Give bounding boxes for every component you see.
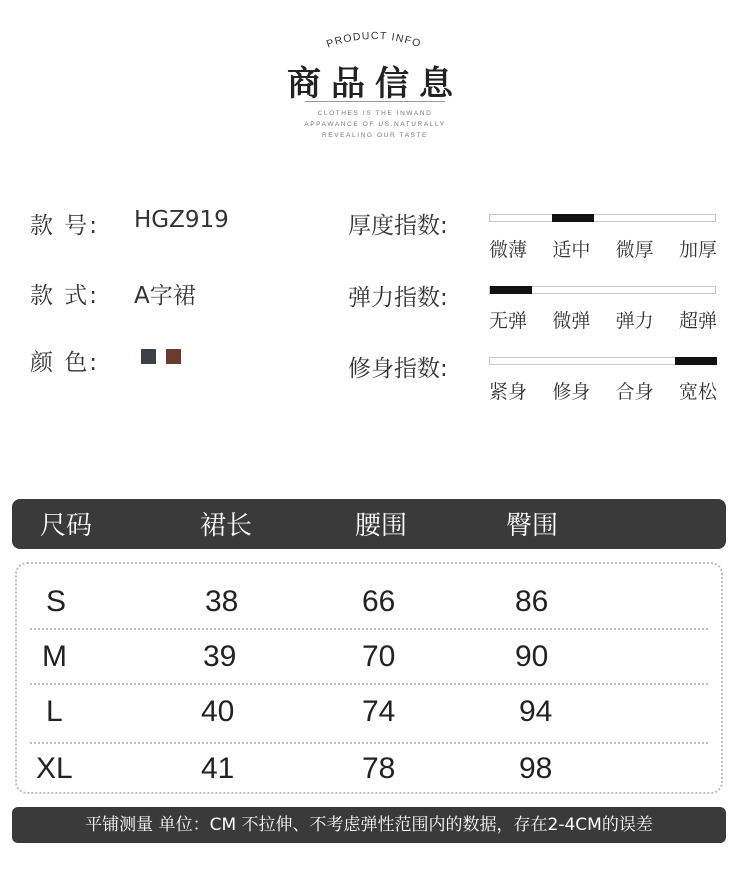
row-divider: [30, 683, 708, 685]
header-subtitle-line: REVEALING OUR TASTE: [321, 132, 428, 139]
elasticity-index-label: 弹力指数:: [348, 285, 448, 311]
scale-option: 适中: [552, 239, 591, 261]
table-cell-size: M: [42, 640, 67, 673]
elasticity-index-marker: [490, 286, 532, 294]
table-cell-hip: 98: [519, 752, 553, 785]
elasticity-index-options: [489, 306, 717, 333]
row-divider: [30, 742, 708, 744]
scale-option: 合身: [615, 381, 654, 403]
table-cell-waist: 74: [362, 695, 396, 728]
table-cell-hip: 94: [519, 695, 553, 728]
scale-option: 弹力: [615, 310, 654, 332]
scale-option: 修身: [552, 381, 591, 403]
table-cell-length: 41: [201, 752, 235, 785]
table-cell-waist: 66: [362, 585, 396, 618]
svg-text:PRODUCT INFO: PRODUCT INFO: [325, 29, 423, 51]
scale-option: 微厚: [615, 239, 654, 261]
style-value: A字裙: [134, 283, 196, 309]
style-label: 款 式:: [30, 283, 100, 309]
color-swatch-navy[interactable]: [141, 349, 156, 364]
scale-option: 微弹: [552, 310, 591, 332]
column-header-skirt-length: 裙长: [200, 511, 253, 541]
scale-option: 紧身: [489, 381, 528, 403]
scale-option: 加厚: [678, 239, 717, 261]
scale-option: 超弹: [678, 310, 717, 332]
fit-index-options: [489, 377, 717, 404]
table-cell-waist: 70: [362, 640, 396, 673]
fit-index-marker: [675, 357, 717, 365]
table-cell-hip: 90: [515, 640, 549, 673]
header-subtitle-line: CLOTHES IS THE INWAND: [317, 110, 433, 117]
style-number-value: HGZ919: [134, 207, 229, 233]
elasticity-index-bar: [489, 286, 716, 294]
table-cell-length: 39: [203, 640, 237, 673]
column-header-hip: 臀围: [506, 511, 559, 541]
measurement-note: 平铺测量 单位：CM 不拉伸、不考虑弹性范围内的数据，存在2-4CM的误差: [12, 807, 726, 843]
table-cell-size: XL: [36, 752, 73, 785]
table-cell-length: 38: [205, 585, 239, 618]
table-cell-size: S: [46, 585, 67, 618]
thickness-index-label: 厚度指数:: [348, 213, 448, 239]
scale-option: 微薄: [489, 239, 528, 261]
color-label: 颜 色:: [30, 350, 100, 376]
header-arc-text: [318, 26, 430, 52]
row-divider: [30, 628, 708, 630]
thickness-index-options: [489, 235, 717, 262]
thickness-index-marker: [552, 214, 594, 222]
fit-index-bar: [489, 357, 716, 365]
column-header-waist: 腰围: [355, 511, 408, 541]
style-number-label: 款 号:: [30, 213, 100, 239]
header-divider: [305, 101, 445, 102]
scale-option: 无弹: [489, 310, 528, 332]
table-cell-length: 40: [201, 695, 235, 728]
table-cell-waist: 78: [362, 752, 396, 785]
scale-option: 宽松: [678, 381, 717, 403]
column-header-size: 尺码: [40, 511, 93, 541]
thickness-index-bar: [489, 214, 716, 222]
color-swatch-brown[interactable]: [166, 349, 181, 364]
fit-index-label: 修身指数:: [348, 356, 448, 382]
header-subtitle-line: APPAWANCE OF US.NATURALLY: [304, 121, 446, 128]
page-title: 商品信息: [287, 64, 463, 104]
table-cell-size: L: [46, 695, 63, 728]
table-cell-hip: 86: [515, 585, 549, 618]
